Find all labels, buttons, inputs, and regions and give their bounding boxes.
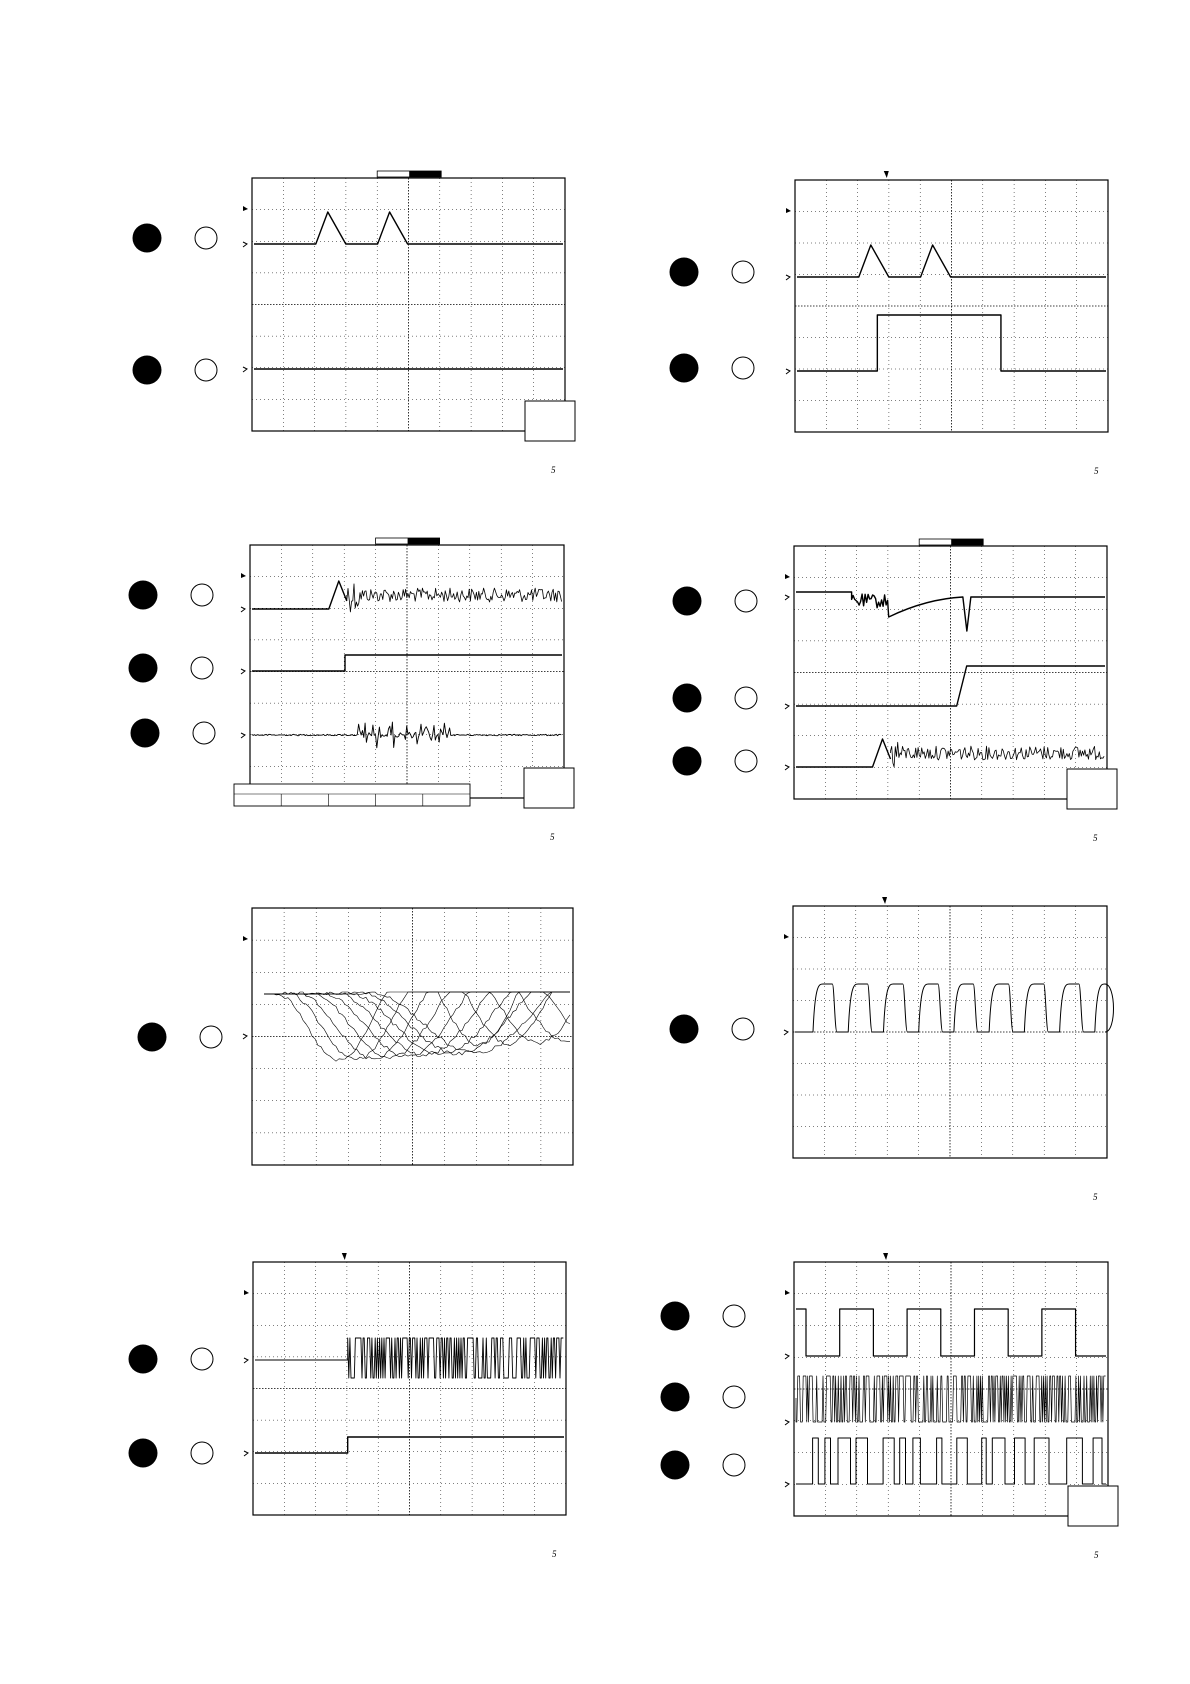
scope-3 <box>129 538 575 842</box>
ground-marker <box>786 275 790 280</box>
noise-trace <box>891 742 1105 767</box>
trigger-level-marker <box>785 1290 790 1295</box>
channel-number-disc <box>673 587 702 616</box>
channel-number-disc <box>661 1451 690 1480</box>
channel-setting-circle <box>735 750 757 772</box>
channel-setting-circle <box>732 357 754 379</box>
footnote-glyph: 5 <box>1093 1192 1098 1202</box>
settings-box <box>1068 1486 1118 1526</box>
trigger-level-marker <box>244 1290 249 1295</box>
ground-marker <box>243 242 247 247</box>
trigger-level-marker <box>786 208 791 213</box>
ground-marker <box>244 1358 248 1363</box>
settings-box <box>1067 769 1117 809</box>
eye-trace <box>264 992 570 1061</box>
channel-number-disc <box>129 1439 158 1468</box>
ground-marker <box>241 733 245 738</box>
channel-number-disc <box>673 747 702 776</box>
trigger-position-marker <box>884 171 889 178</box>
channel-setting-circle <box>723 1305 745 1327</box>
ground-marker <box>243 1034 247 1039</box>
waveform-trace <box>252 581 347 609</box>
eye-trace <box>264 992 570 1059</box>
channel-number-disc <box>129 581 158 610</box>
channel-number-disc <box>129 654 158 683</box>
eye-trace <box>264 992 570 1059</box>
waveform-trace <box>796 739 891 767</box>
trigger-position-marker <box>883 1253 888 1260</box>
ground-marker <box>785 595 789 600</box>
scope-8 <box>661 1253 1119 1560</box>
scope-2 <box>670 171 1109 476</box>
trigger-level-marker <box>241 573 246 578</box>
channel-setting-circle <box>195 227 217 249</box>
channel-number-disc <box>673 684 702 713</box>
channel-number-disc <box>133 356 162 385</box>
ground-marker <box>785 704 789 709</box>
channel-setting-circle <box>723 1454 745 1476</box>
channel-number-disc <box>131 719 160 748</box>
waveform-trace <box>795 984 1113 1032</box>
footnote-glyph: 5 <box>550 832 555 842</box>
scope-1 <box>133 171 576 475</box>
scope-4 <box>673 539 1118 843</box>
channel-number-disc <box>129 1345 158 1374</box>
channel-setting-circle <box>735 590 757 612</box>
scope-7 <box>129 1253 567 1559</box>
scope-6 <box>670 897 1114 1202</box>
ground-marker <box>243 367 247 372</box>
trigger-level-marker <box>243 936 248 941</box>
ground-marker <box>244 1451 248 1456</box>
channel-setting-circle <box>732 1018 754 1040</box>
footnote-glyph: 5 <box>552 1549 557 1559</box>
measurement-table <box>234 784 470 806</box>
channel-number-disc <box>661 1383 690 1412</box>
channel-setting-circle <box>735 687 757 709</box>
footnote-glyph: 5 <box>551 465 556 475</box>
record-bar-fill <box>409 171 441 177</box>
channel-number-disc <box>670 258 699 287</box>
noise-trace <box>347 584 562 612</box>
footnote-glyph: 5 <box>1093 833 1098 843</box>
ground-marker <box>785 1354 789 1359</box>
footnote-glyph: 5 <box>1094 1550 1099 1560</box>
ground-marker <box>786 369 790 374</box>
channel-setting-circle <box>191 584 213 606</box>
scope-5 <box>138 908 574 1165</box>
channel-number-disc <box>661 1302 690 1331</box>
channel-setting-circle <box>723 1386 745 1408</box>
ground-marker <box>785 1420 789 1425</box>
ground-marker <box>784 1030 788 1035</box>
channel-setting-circle <box>191 1442 213 1464</box>
ground-marker <box>785 765 789 770</box>
settings-box <box>525 401 575 441</box>
record-bar-fill <box>408 538 440 544</box>
ground-marker <box>241 669 245 674</box>
trigger-level-marker <box>784 934 789 939</box>
trigger-level-marker <box>243 206 248 211</box>
channel-setting-circle <box>193 722 215 744</box>
settings-box <box>524 768 574 808</box>
channel-setting-circle <box>732 261 754 283</box>
footnote-glyph: 5 <box>1094 466 1099 476</box>
channel-setting-circle <box>191 1348 213 1370</box>
ground-marker <box>785 1482 789 1487</box>
channel-number-disc <box>133 224 162 253</box>
channel-number-disc <box>138 1023 167 1052</box>
ground-marker <box>241 607 245 612</box>
trigger-level-marker <box>785 574 790 579</box>
trigger-position-marker <box>342 1253 347 1260</box>
channel-setting-circle <box>191 657 213 679</box>
channel-number-disc <box>670 1015 699 1044</box>
channel-number-disc <box>670 354 699 383</box>
channel-setting-circle <box>200 1026 222 1048</box>
trigger-position-marker <box>882 897 887 904</box>
burst-trace <box>255 1338 563 1378</box>
eye-trace <box>264 992 570 1059</box>
channel-setting-circle <box>195 359 217 381</box>
record-bar-fill <box>951 539 983 545</box>
